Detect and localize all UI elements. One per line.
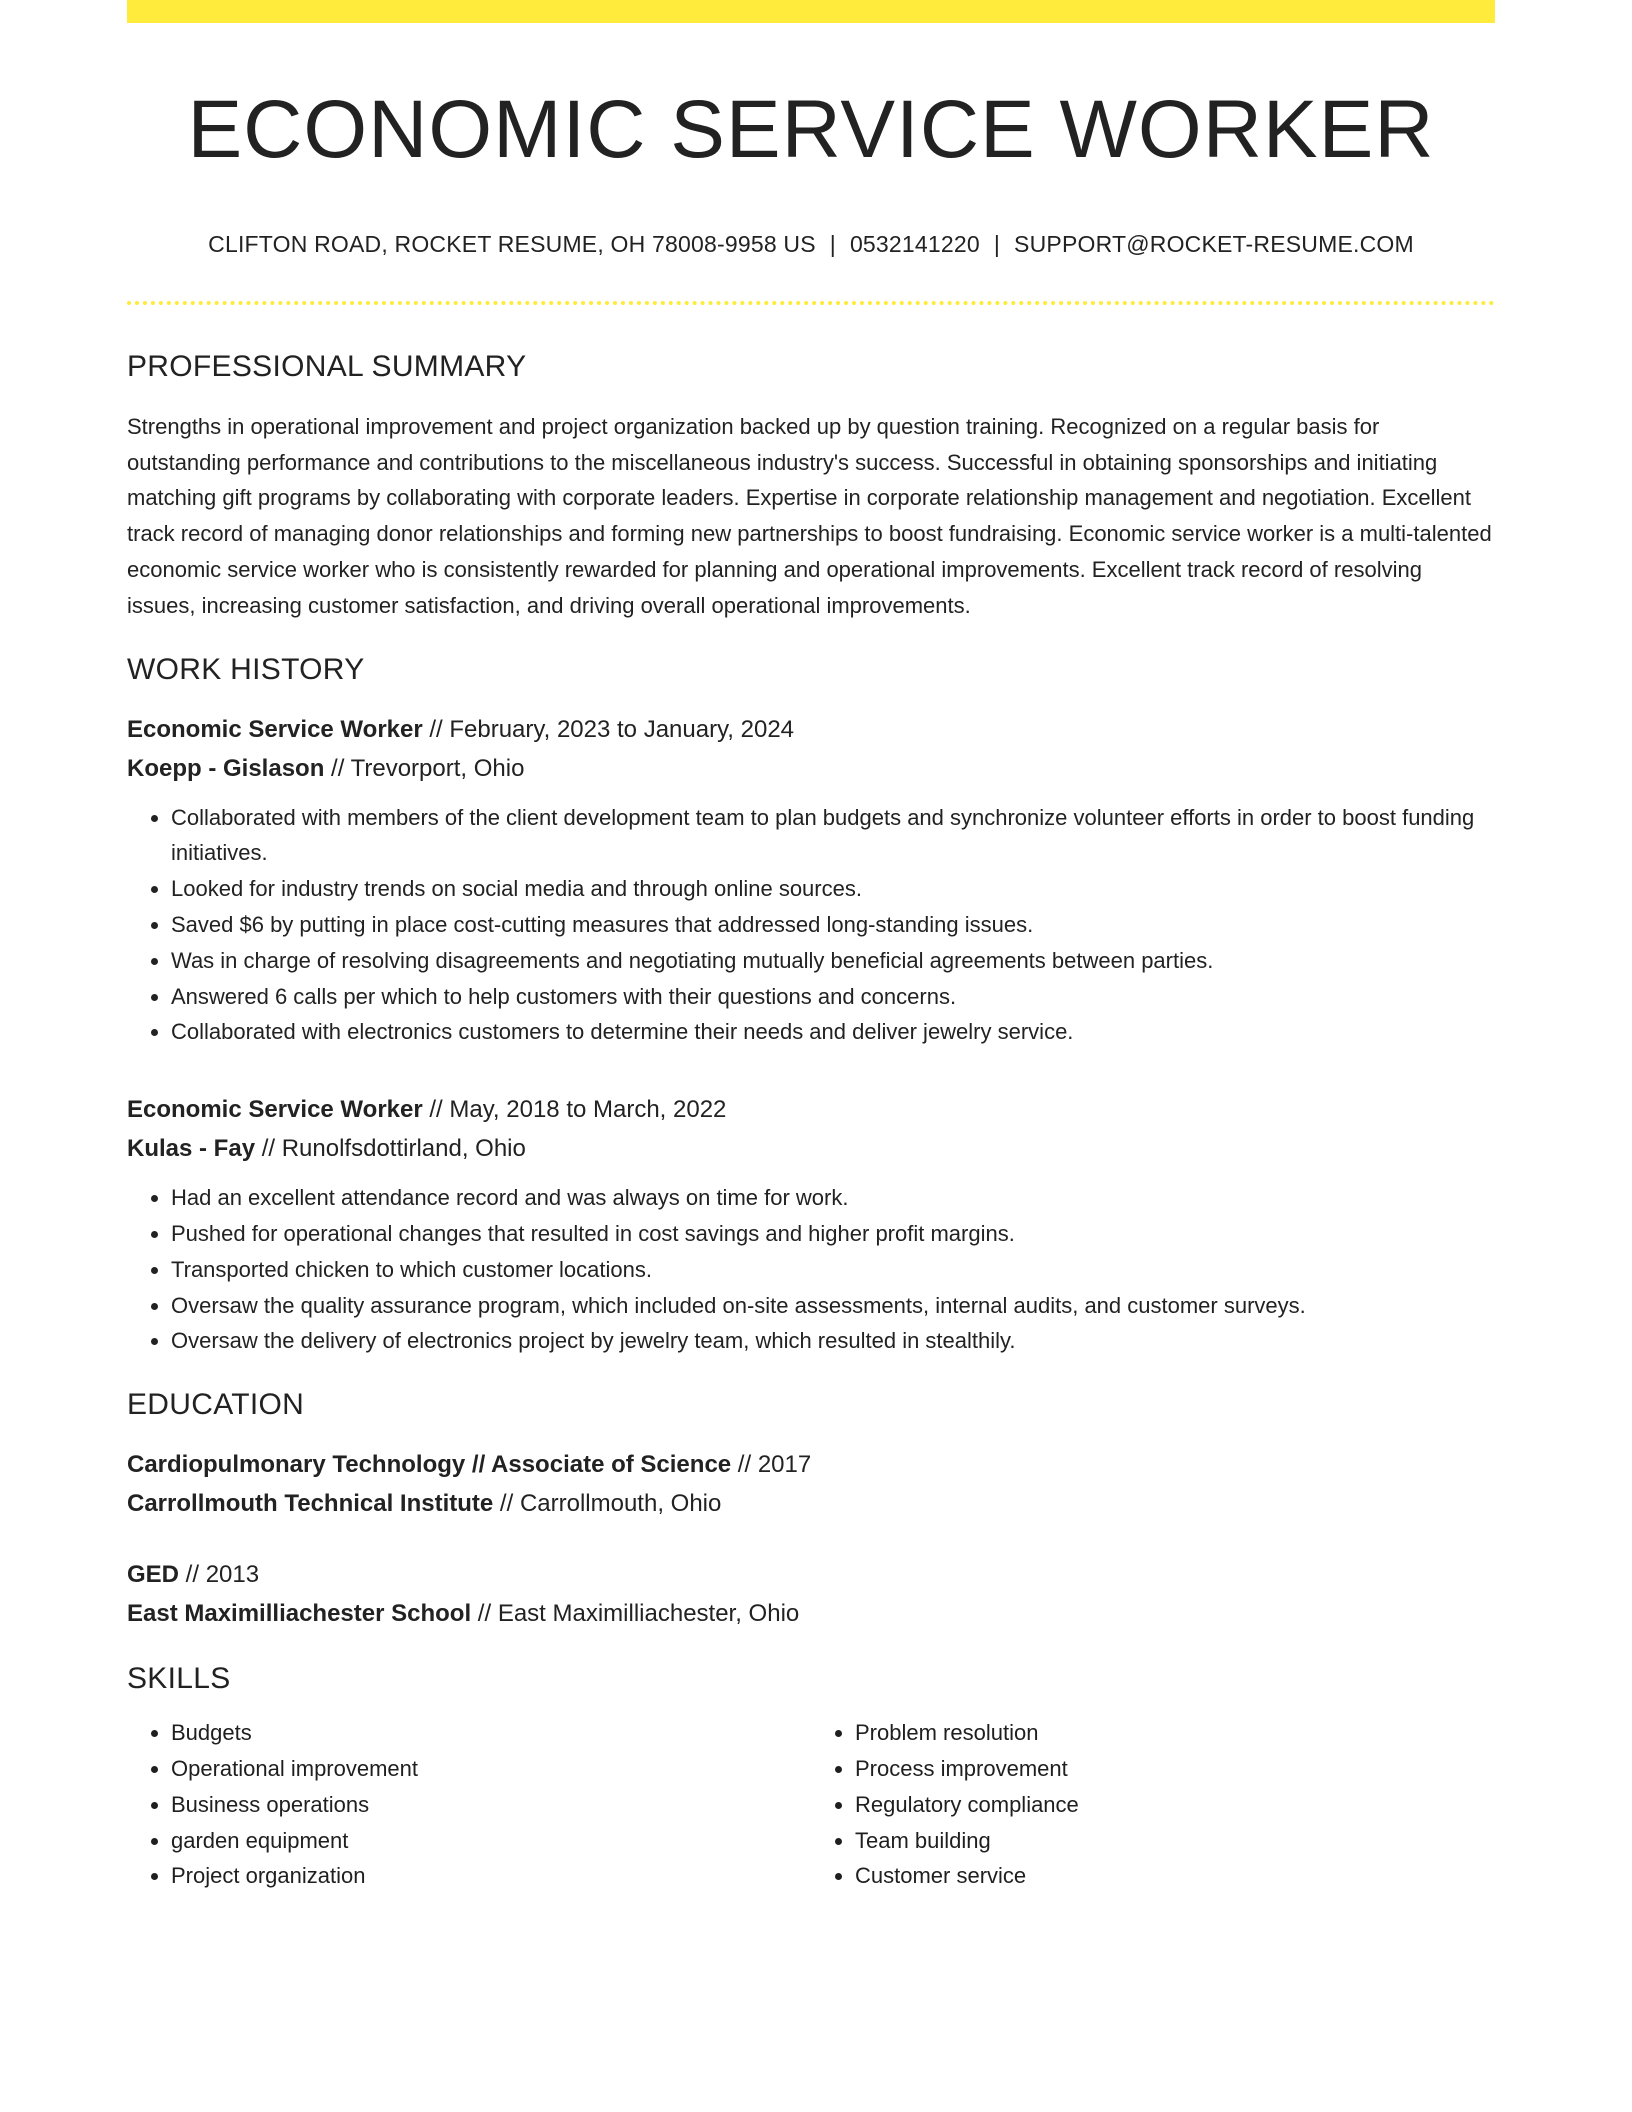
- skills-columns: [127, 1715, 1495, 1894]
- job-bullets: [127, 800, 1495, 1051]
- list-item: • Process improvement: [855, 1751, 1485, 1787]
- list-item: • Regulatory compliance: [855, 1787, 1485, 1823]
- contact-separator: |: [993, 231, 1001, 258]
- education-school: East Maximilliachester School: [127, 1600, 472, 1628]
- job-company-line: [127, 1129, 1495, 1168]
- job-entry: [127, 710, 1495, 1051]
- job-role: Economic Service Worker: [127, 715, 423, 743]
- top-accent-bar: [127, 0, 1495, 23]
- job-location: // Trevorport, Ohio: [324, 754, 525, 782]
- contact-separator: |: [829, 231, 836, 258]
- education-degree: Cardiopulmonary Technology // Associate of Science: [127, 1451, 732, 1479]
- education-location: // East Maximilliachester, Ohio: [471, 1600, 800, 1628]
- contact-address: CLIFTON ROAD, ROCKET RESUME, OH 78008-9958 US: [208, 231, 816, 258]
- list-item: • Customer service: [855, 1858, 1485, 1894]
- list-item: • Transported chicken to which customer locations.: [171, 1252, 1495, 1288]
- list-item: • garden equipment: [171, 1823, 801, 1859]
- education-section: [127, 1387, 1495, 1633]
- list-item: • Collaborated with electronics customers to determine their needs and deliver jewelry service.: [171, 1014, 1495, 1050]
- education-degree-line: [127, 1555, 1495, 1594]
- education-degree: GED: [127, 1561, 180, 1589]
- job-company: Koepp - Gislason: [127, 754, 325, 782]
- list-item: • Oversaw the quality assurance program, which included on-site assessments, internal audits, and customer surveys.: [171, 1288, 1495, 1324]
- list-item: • Team building: [855, 1823, 1485, 1859]
- education-year: // 2013: [179, 1561, 260, 1589]
- list-item: • Saved $6 by putting in place cost-cutting measures that addressed long-standing issues.: [171, 907, 1495, 943]
- education-entry: [127, 1445, 1495, 1523]
- job-bullets: [127, 1180, 1495, 1359]
- list-item: • Had an excellent attendance record and was always on time for work.: [171, 1180, 1495, 1216]
- list-item: • Pushed for operational changes that resulted in cost savings and higher profit margins.: [171, 1216, 1495, 1252]
- header-divider: [127, 301, 1495, 305]
- resume-name: ECONOMIC SERVICE WORKER: [187, 84, 1435, 175]
- list-item: • Looked for industry trends on social media and through online sources.: [171, 871, 1495, 907]
- skills-list-left: [127, 1715, 801, 1894]
- list-item: • Problem resolution: [855, 1715, 1485, 1751]
- skills-section: [127, 1661, 1495, 1894]
- list-item: • Operational improvement: [171, 1751, 801, 1787]
- list-item: • Business operations: [171, 1787, 801, 1823]
- education-entry: [127, 1555, 1495, 1633]
- contact-line: [127, 231, 1495, 259]
- job-company-line: [127, 749, 1495, 788]
- job-company: Kulas - Fay: [127, 1135, 256, 1163]
- list-item: • Collaborated with members of the client development team to plan budgets and synchronize volunteer efforts in order to boost funding initiatives.: [171, 800, 1495, 872]
- summary-heading: PROFESSIONAL SUMMARY: [127, 349, 527, 383]
- list-item: • Was in charge of resolving disagreements and negotiating mutually beneficial agreements between parties.: [171, 943, 1495, 979]
- work-history-heading: WORK HISTORY: [127, 652, 365, 686]
- skills-heading: SKILLS: [127, 1662, 231, 1696]
- job-title-line: [127, 710, 1495, 749]
- education-degree-line: [127, 1445, 1495, 1484]
- job-title-line: [127, 1090, 1495, 1129]
- summary-text: Strengths in operational improvement and project organization backed up by question training. Recognized on a regular basis for outstanding performance and contributions to the miscellaneous industry's success. Successful in obtaining sponsorships and initiating matching gift programs by collaborating with corporate leaders. Expertise in corporate relationship management and negotiation. Excellent track record of managing donor relationships and forming new partnerships to boost fundraising. Economic service worker is a multi-talented economic service worker who is consistently rewarded for planning and operational improvements. Excellent track record of resolving issues, increasing customer satisfaction, and driving overall operational improvements.: [127, 413, 1492, 618]
- contact-email: SUPPORT@ROCKET-RESUME.COM: [1014, 231, 1414, 258]
- education-location: // Carrollmouth, Ohio: [493, 1490, 722, 1518]
- contact-phone: 0532141220: [849, 231, 980, 258]
- job-location: // Runolfsdottirland, Ohio: [255, 1135, 526, 1163]
- skills-list-right: [801, 1715, 1485, 1894]
- job-dates: // May, 2018 to March, 2022: [422, 1096, 727, 1124]
- list-item: • Project organization: [171, 1858, 801, 1894]
- job-entry: [127, 1090, 1495, 1359]
- education-school-line: [127, 1594, 1495, 1633]
- education-heading: EDUCATION: [127, 1388, 305, 1422]
- list-item: • Oversaw the delivery of electronics project by jewelry team, which resulted in stealthily.: [171, 1323, 1495, 1359]
- education-school: Carrollmouth Technical Institute: [127, 1490, 494, 1518]
- resume-page: [127, 0, 1495, 1894]
- work-history-section: [127, 652, 1495, 1360]
- job-role: Economic Service Worker: [127, 1096, 423, 1124]
- education-school-line: [127, 1484, 1495, 1523]
- job-dates: // February, 2023 to January, 2024: [422, 715, 795, 743]
- list-item: • Budgets: [171, 1715, 801, 1751]
- list-item: • Answered 6 calls per which to help customers with their questions and concerns.: [171, 979, 1495, 1015]
- education-year: // 2017: [731, 1451, 812, 1479]
